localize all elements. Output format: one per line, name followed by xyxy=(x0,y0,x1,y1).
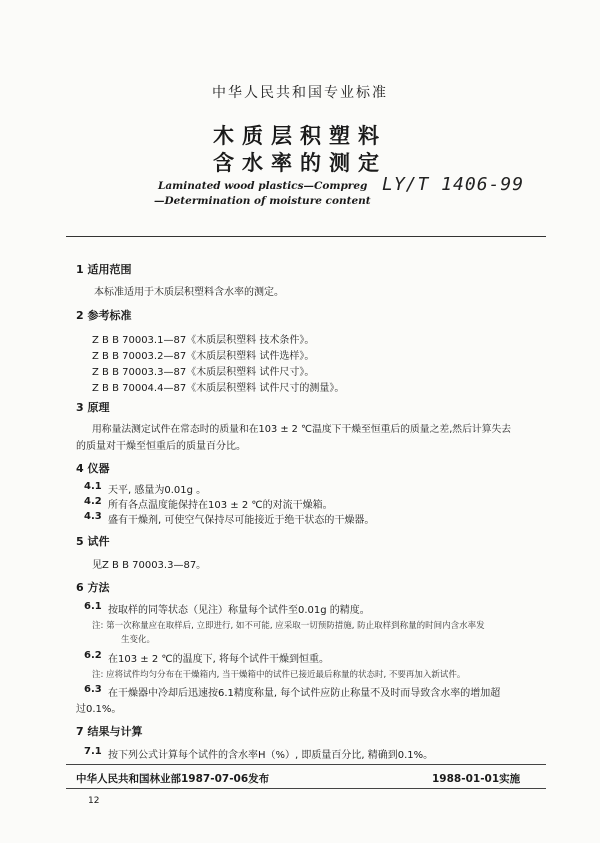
section-3-line-1: 用称量法测定试件在常态时的质量和在103 ± 2 ℃温度下干燥至恒重后的质量之差,然后计算失去 xyxy=(92,424,512,435)
item-text: 盛有干燥剂, 可使空气保持尽可能接近于绝干状态的干燥器。 xyxy=(108,515,375,526)
note-text: 注: 第一次称量应在取样后, 立即进行, 如不可能, 应采取一切预防措施, 防止取样到称量的时间内含水率发 xyxy=(92,621,485,631)
item-number: 6.3 xyxy=(84,684,102,695)
reference-item: Z B B 70004.4—87《木质层积塑料 试件尺寸的测量》。 xyxy=(92,383,345,394)
section-3-heading: 3 原理 xyxy=(76,401,110,414)
header-divider xyxy=(66,236,546,237)
item-text: 按取样的同等状态（见注）称量每个试件至0.01g 的精度。 xyxy=(108,605,370,616)
section-1-heading: 1 适用范围 xyxy=(76,263,132,276)
standard-type: 中华人民共和国专业标准 xyxy=(212,85,388,101)
title-line-1: 木质层积塑料 xyxy=(213,124,387,148)
section-2-heading: 2 参考标准 xyxy=(76,309,132,322)
section-5-text: 见Z B B 70003.3—87。 xyxy=(92,560,207,571)
issuer: 中华人民共和国林业部1987-07-06发布 xyxy=(76,773,270,785)
item-text: 按下列公式计算每个试件的含水率H（%）, 即质量百分比, 精确到0.1%。 xyxy=(108,750,434,761)
item-number: 7.1 xyxy=(84,746,102,757)
item-text: 天平, 感量为0.01g 。 xyxy=(108,485,207,496)
item-number: 6.2 xyxy=(84,650,102,661)
section-3-line-2: 的质量对干燥至恒重后的质量百分比。 xyxy=(76,441,246,452)
item-number: 6.1 xyxy=(84,601,102,612)
item-number: 4.1 xyxy=(84,481,102,492)
item-text-continued: 过0.1%。 xyxy=(76,704,122,715)
reference-item: Z B B 70003.1—87《木质层积塑料 技术条件》。 xyxy=(92,335,315,346)
section-1-text: 本标准适用于木质层积塑料含水率的测定。 xyxy=(94,287,284,298)
item-text: 在103 ± 2 ℃的温度下, 将每个试件干燥到恒重。 xyxy=(108,654,329,665)
section-7-heading: 7 结果与计算 xyxy=(76,725,143,738)
footer-divider-bottom xyxy=(66,788,546,789)
section-5-heading: 5 试件 xyxy=(76,535,110,548)
effective-date: 1988-01-01实施 xyxy=(432,773,521,785)
note-text: 注: 应将试件均匀分布在干燥箱内, 当干燥箱中的试件已接近最后称量的状态时, 不要再加入新试件。 xyxy=(92,670,466,680)
item-number: 4.2 xyxy=(84,496,102,507)
english-title-line-1: Laminated wood plastics—Compreg xyxy=(158,180,368,192)
section-4-heading: 4 仪器 xyxy=(76,462,110,475)
item-number: 4.3 xyxy=(84,511,102,522)
reference-item: Z B B 70003.3—87《木质层积塑料 试件尺寸》。 xyxy=(92,367,315,378)
english-title-line-2: —Determination of moisture content xyxy=(154,195,371,207)
reference-item: Z B B 70003.2—87《木质层积塑料 试件选样》。 xyxy=(92,351,315,362)
footer-divider-top xyxy=(66,764,546,765)
page-number: 12 xyxy=(88,796,100,806)
item-text: 在干燥器中冷却后迅速按6.1精度称量, 每个试件应防止称量不及时而导致含水率的增加超 xyxy=(108,688,501,699)
section-6-heading: 6 方法 xyxy=(76,581,110,594)
item-text: 所有各点温度能保持在103 ± 2 ℃的对流干燥箱。 xyxy=(108,500,333,511)
note-text: 生变化。 xyxy=(121,635,156,645)
standard-number: LY/T 1406-99 xyxy=(382,174,525,195)
title-line-2: 含水率的测定 xyxy=(213,151,387,175)
